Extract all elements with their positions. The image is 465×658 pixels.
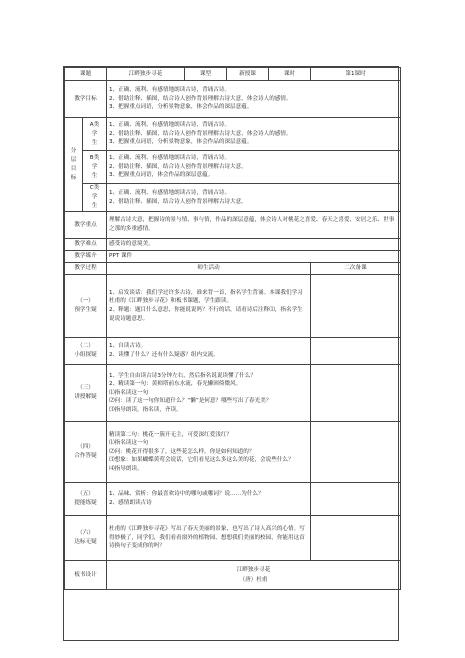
step-line: 2、感情朗读古诗 (109, 500, 152, 506)
step-number: （四） (77, 444, 94, 450)
key-points-label: 教学重点 (65, 212, 107, 239)
tier-c-line: 2、借助注释、插图，结合诗人创作背景理解古诗大意。 (109, 198, 247, 205)
tier-b-label-part: 生 (91, 172, 98, 179)
time-label: 课时 (269, 68, 311, 81)
step-line: ⑷指导朗读。 (109, 465, 143, 472)
lesson-plan-sheet (63, 66, 399, 641)
tier-c-content (107, 184, 401, 212)
tier-b-content (107, 151, 401, 184)
step-line: ⑶想象：如果蝴蝶黄莺会说话，它们看见这么多这么美的花，会说些什么？ (109, 457, 294, 464)
step-row (65, 275, 401, 338)
tier-a-label (83, 118, 107, 151)
step-content (107, 275, 311, 338)
difficulty-row (65, 239, 401, 251)
step-number: （六） (77, 530, 94, 536)
step-content (107, 365, 311, 422)
step-line: 精读第二句：桃花一簇开无主，可爱深红爱浅红？ (109, 431, 233, 438)
step-label (65, 422, 107, 483)
tier-b-label-part: 学 (91, 163, 98, 170)
step-label (65, 338, 107, 365)
tier-b-line: 3、把握重点词语，体会作品的深层意蕴。 (109, 172, 214, 179)
step-name: 讲授解疑 (74, 394, 97, 400)
tier-c-label-part: C类 (89, 185, 100, 191)
tier-c-line: 1、正确、流利、有感情地朗读古诗，背诵古诗。 (109, 189, 231, 196)
step-content (107, 516, 311, 561)
tier-a-line: 2、借助注释、插图，结合诗人创作背景理解古诗大意，体会诗人的感情。 (109, 130, 292, 137)
step-name: 小组探疑 (74, 352, 97, 358)
difficulty-label: 教学难点 (65, 239, 107, 251)
activities-col-header: 师生活动 (107, 263, 311, 275)
step-line: 2、释题：题目什么意思，你能说说吗？不行的话，请看诗后注释⑴，指名学生说说诗题意思。 (109, 307, 303, 322)
step-name: 达标无疑 (74, 539, 97, 545)
goals-content (107, 81, 401, 118)
goal-line: 2、借助注释、插图，结合诗人创作背景理解古诗大意，体会诗人的感情。 (109, 95, 292, 102)
media-text: PPT 课件 (107, 251, 401, 263)
tier-b-line: 1、正确、流利、有感情地朗读古诗，背诵古诗。 (109, 155, 231, 162)
step-content (107, 422, 311, 483)
step-number: （三） (77, 385, 94, 391)
step-line: 杜甫的《江畔独步寻花》写出了春天美丽的景象，也写出了诗人高兴的心情。写得妙极了，同学们，我们看看窗外的植物园，想想我们美丽的校园，你能用这首诗换句子变成你的吗？ (109, 526, 305, 550)
tier-a-label-part: 学 (91, 130, 98, 137)
second-prep-cell (311, 275, 401, 338)
tier-b-label-part: B类 (89, 154, 100, 161)
key-points-row (65, 212, 401, 239)
process-col-header: 教学过程 (65, 263, 107, 275)
step-line: ⑶指导朗读，指名读，齐读。 (109, 406, 182, 413)
second-prep-cell (311, 483, 401, 516)
step-row (65, 338, 401, 365)
step-line: ⑵问：读了这一句你知道什么？“懒”是何意？哪些写出了春光美？ (109, 398, 272, 405)
step-number: （二） (77, 343, 94, 349)
board-content (107, 561, 401, 590)
tiered-goals-label (65, 118, 83, 212)
step-content (107, 338, 311, 365)
tier-b-row (65, 151, 401, 184)
process-header-row (65, 263, 401, 275)
tiered-label-char: 标 (70, 174, 77, 181)
step-number: （一） (77, 298, 94, 304)
step-row (65, 483, 401, 516)
tier-a-content (107, 118, 401, 151)
step-label (65, 516, 107, 561)
tiered-label-char: 分 (70, 147, 77, 154)
tier-a-row (65, 118, 401, 151)
topic-value: 江畔独步寻花 (107, 68, 185, 81)
media-row (65, 251, 401, 263)
tier-a-label-part: 生 (91, 139, 98, 146)
goal-line: 1、正确、流利、有感情地朗读古诗，背诵古诗。 (109, 87, 231, 94)
step-row (65, 516, 401, 561)
tiered-label-char: 层 (70, 156, 77, 163)
lesson-plan-table (64, 67, 401, 590)
board-label: 板书设计 (65, 561, 107, 590)
step-name: 合作答疑 (74, 453, 97, 459)
board-row (65, 561, 401, 590)
time-value: 第1课时 (311, 68, 401, 81)
goal-line: 3、把握重点词语，分析景物意象，体会作品的深层意蕴。 (109, 104, 253, 111)
step-name: 预学生疑 (74, 307, 97, 313)
goals-row (65, 81, 401, 118)
step-label (65, 275, 107, 338)
step-number: （五） (77, 491, 94, 497)
tier-a-line: 3、把握重点词语，分析景物意象，体会作品的深层意蕴。 (109, 139, 253, 146)
step-line: ⑴指名读这一句 (109, 389, 149, 396)
tier-c-label (83, 184, 107, 212)
board-author: （唐）杜甫 (239, 577, 268, 583)
step-line: 1、自读古诗。 (109, 343, 147, 350)
type-label: 课型 (185, 68, 227, 81)
board-title: 江畔独步寻花 (236, 567, 271, 573)
step-line: 2、读懂了什么？还有什么疑惑？组内交流。 (109, 352, 219, 358)
tier-a-label-part: A类 (89, 121, 100, 128)
second-prep-col-header: 二次备课 (311, 263, 401, 275)
step-label (65, 365, 107, 422)
step-line: 2、精读第一句：黄师塔前东水流，春光懒困倚微风。 (109, 381, 242, 388)
second-prep-cell (311, 516, 401, 561)
tier-c-label-part: 生 (91, 203, 98, 209)
key-points-text: 理解古诗大意，把握诗的景与情、事与情，作品的深层意蕴，体会诗人对桃花之喜爱、春天之喜爱、安居之乐、世事之那的多重感情。 (107, 212, 401, 239)
step-label (65, 483, 107, 516)
second-prep-cell (311, 365, 401, 422)
second-prep-cell (311, 422, 401, 483)
step-line: ⑴指名读这一句 (109, 440, 149, 447)
tier-c-label-part: 学 (91, 194, 98, 200)
media-label: 教学媒介 (65, 251, 107, 263)
type-value: 新授课 (227, 68, 269, 81)
step-row (65, 365, 401, 422)
second-prep-cell (311, 338, 401, 365)
step-name: 提能练疑 (74, 500, 97, 506)
step-line: 1、启发谈话：我们学过许多古诗，谁来背一首，指名学生背诵。本课我们学习杜甫的《江畔独步寻花》和板书课题，学生跟读。 (109, 289, 303, 305)
tier-b-line: 2、借助注释、插图，结合诗人创作背景理解古诗大意。 (109, 163, 247, 170)
step-line: 1、品味、赏析：你最喜欢诗中的哪句或哪词？说……为什么？ (109, 491, 264, 498)
step-line: ⑵问：桃花开得很多了，这些花怎么样，你是如何知道的？ (109, 448, 255, 455)
difficulty-text: 感受诗的意境美。 (107, 239, 401, 251)
tier-b-label (83, 151, 107, 184)
topic-label: 课题 (65, 68, 107, 81)
tier-c-row (65, 184, 401, 212)
step-content (107, 483, 311, 516)
step-row (65, 422, 401, 483)
tier-a-line: 1、正确、流利、有感情地朗读古诗，背诵古诗。 (109, 122, 231, 129)
step-line: 1、学生自由读古诗3分钟左右，然后指名说说读懂了什么？ (109, 372, 256, 379)
header-row (65, 68, 401, 81)
goals-label: 教学目标 (65, 81, 107, 118)
tiered-label-char: 目 (70, 165, 77, 172)
